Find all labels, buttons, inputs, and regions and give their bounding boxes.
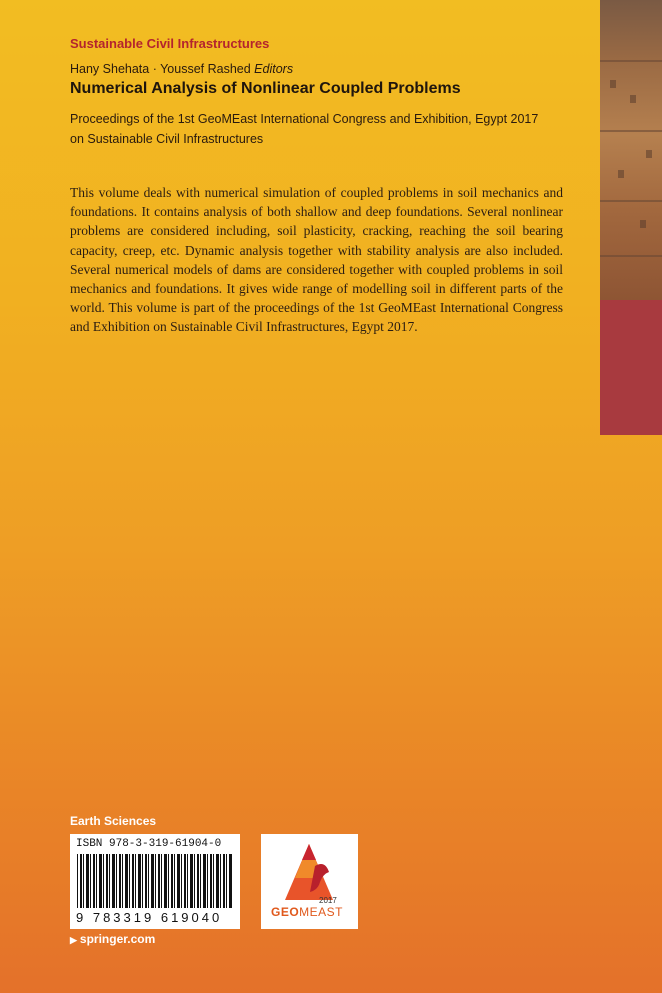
logo-name: GEOMEAST [271, 905, 344, 919]
logo-year: 2017 [319, 896, 337, 905]
isbn-label: ISBN 978-3-319-61904-0 [76, 838, 222, 850]
editors-role: Editors [254, 62, 294, 76]
isbn-barcode [70, 834, 240, 929]
editor-names: Hany Shehata · Youssef Rashed [70, 62, 251, 76]
isbn-digits: 9 783319 619040 [76, 910, 223, 925]
book-subtitle: Proceedings of the 1st GeoMEast International Congress and Exhibition, Egypt 2017 on Sustainable Civil Infrastructures [70, 112, 539, 146]
book-description: This volume deals with numerical simulation of coupled problems in soil mechanics and foundations. It contains analysis of both shallow and deep foundations. Several nonlinear problems are considered including, soil plasticity, cracking, reaching the soil bearing capacity, creep, etc. Dynamic analysis together with stability analysis are also included. Several numerical models of dams are considered together with coupled problems in soil mechanics and foundations. It gives wide range of modelling soil in different parts of the world. This volume is part of the proceedings of the 1st GeoMEast International Congress and Exhibition on Sustainable Civil Infrastructures, Egypt 2017. [70, 185, 563, 335]
book-title: Numerical Analysis of Nonlinear Coupled Problems [70, 80, 461, 97]
editors-line [70, 62, 293, 76]
barcode-bars [77, 854, 233, 908]
arrow-right-icon: ▶ [70, 935, 77, 945]
springer-url: springer.com [79, 932, 156, 946]
springer-link[interactable] [70, 932, 155, 946]
cover-accent-band [600, 300, 662, 435]
geomeast-logo [261, 834, 358, 929]
subject-category: Earth Sciences [70, 814, 157, 828]
cover-photo-strip [600, 0, 662, 300]
series-title: Sustainable Civil Infrastructures [70, 36, 270, 51]
